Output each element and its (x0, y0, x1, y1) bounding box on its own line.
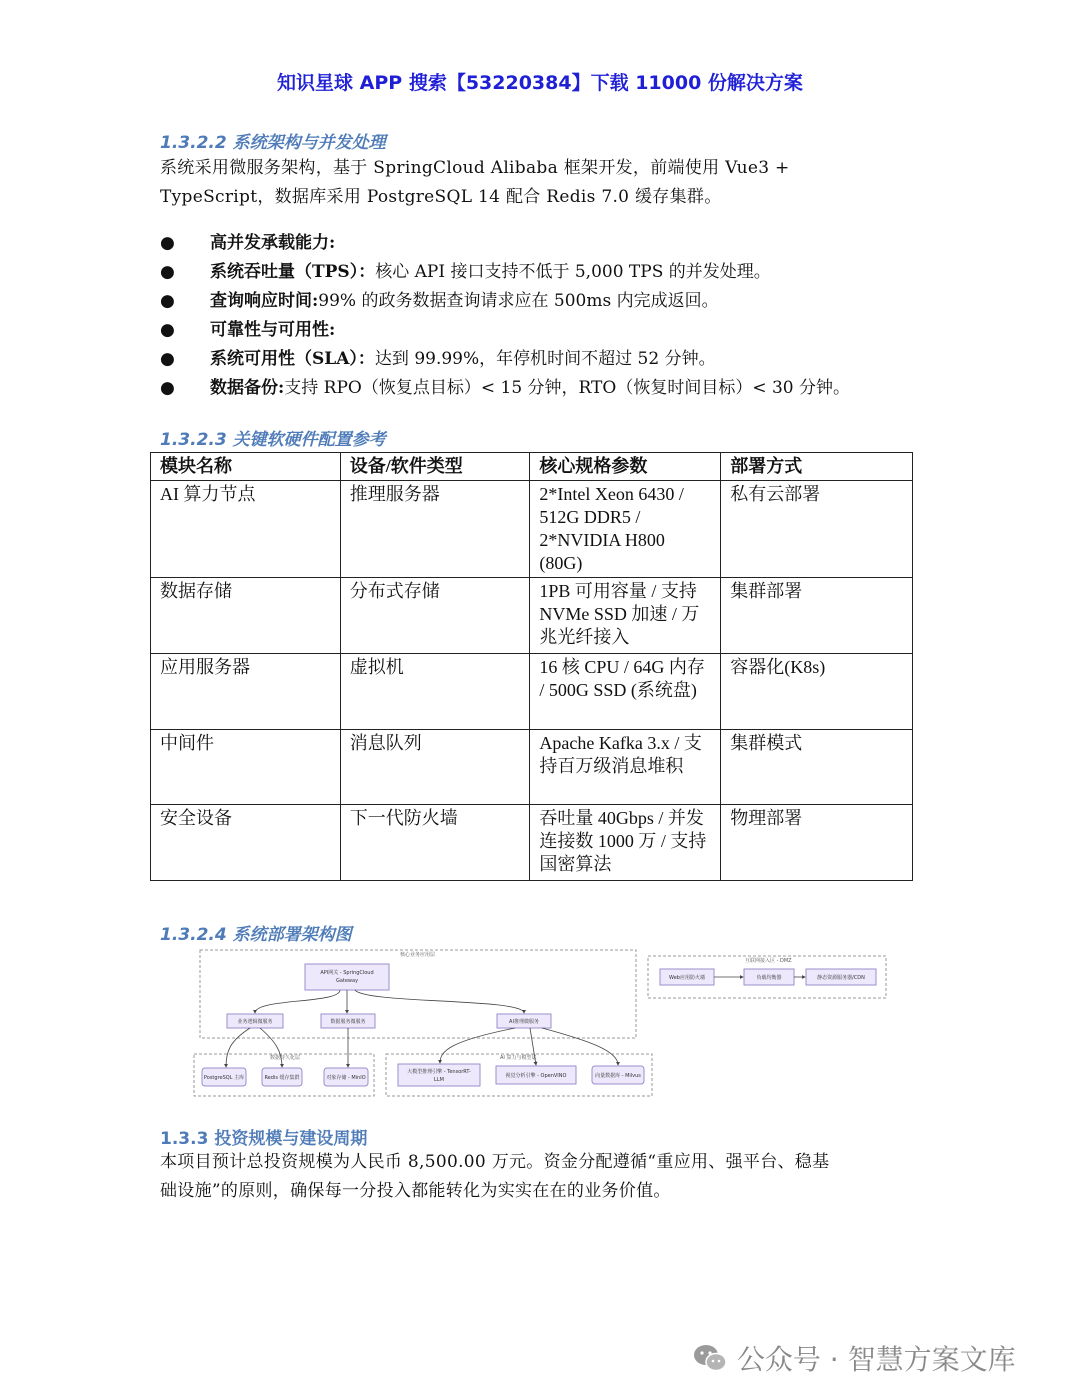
table-cell: 吞吐量 40Gbps / 并发连接数 1000 万 / 支持国密算法 (530, 805, 721, 881)
section-heading-architecture: 1.3.2.2 系统架构与并发处理 (160, 133, 386, 153)
table-cell: AI 算力节点 (151, 481, 341, 578)
table-cell: 物理部署 (721, 805, 913, 881)
ai-label: 向量数据库 - Milvus (595, 1073, 641, 1079)
table-row (151, 805, 913, 881)
bullet-bold: 系统可用性（SLA）： (210, 349, 375, 369)
ai-label-line2: LLM (434, 1077, 444, 1083)
architecture-paragraph-line1: 系统采用微服务架构，基于 SpringCloud Alibaba 框架开发，前端使用 Vue3 + (160, 158, 790, 178)
section-heading-config: 1.3.2.3 关键软硬件配置参考 (160, 430, 386, 450)
bullet-text: 支持 RPO（恢复点目标）< 15 分钟，RTO（恢复时间目标）< 30 分钟。 (284, 378, 851, 398)
table-row (151, 578, 913, 654)
table-cell: Apache Kafka 3.x / 支持百万级消息堆积 (530, 730, 721, 805)
connector-arrow (355, 990, 524, 1013)
database-label: Redis 缓存集群 (264, 1075, 300, 1081)
connector-arrow (226, 1028, 250, 1067)
dmz-label: 静态资源服务器/CDN (817, 975, 865, 981)
table-cell: 集群部署 (721, 578, 913, 654)
table-cell: 数据存储 (151, 578, 341, 654)
table-cell: 推理服务器 (340, 481, 530, 578)
bullet-text: 达到 99.99%，年停机时间不超过 52 分钟。 (374, 349, 716, 369)
bullet-bold: 数据备份: (210, 378, 285, 398)
bullet-icon: ● (160, 291, 175, 311)
table-cell: 私有云部署 (721, 481, 913, 578)
table-cell: 消息队列 (340, 730, 530, 805)
table-header-row (151, 453, 913, 481)
dmz-group-label: 互联网接入区 - DMZ (745, 958, 792, 964)
database-label: PostgreSQL 主库 (203, 1075, 245, 1081)
table-row (151, 730, 913, 805)
service-label: 业务逻辑微服务 (237, 1019, 273, 1025)
table-cell: 中间件 (151, 730, 341, 805)
connector-arrow (542, 1028, 618, 1065)
wechat-icon (692, 1343, 728, 1373)
gateway-label-line1: API网关 - SpringCloud (320, 970, 374, 976)
bullet-bold: 系统吞吐量（TPS）： (210, 262, 376, 282)
wechat-watermark (692, 1338, 1016, 1378)
section-heading-deployment: 1.3.2.4 系统部署架构图 (160, 925, 352, 945)
download-banner: 知识星球 APP 搜索【53220384】下载 11000 份解决方案 (277, 72, 803, 94)
dmz-label: Web应用防火墙 (669, 975, 705, 981)
table-cell: 下一代防火墙 (340, 805, 530, 881)
table-cell: 集群模式 (721, 730, 913, 805)
bullet-icon: ● (160, 233, 175, 253)
database-label: 对象存储 - MinIO (326, 1075, 366, 1081)
table-row (151, 481, 913, 578)
bullet-icon: ● (160, 262, 175, 282)
ai-label: 视觉分析引擎 - OpenVINO (505, 1073, 567, 1079)
architecture-paragraph-line2: TypeScript，数据库采用 PostgreSQL 14 配合 Redis 7.0 缓存集群。 (160, 187, 722, 207)
table-row (151, 654, 913, 730)
bullet-bold: 高并发承载能力: (210, 233, 336, 253)
bullet-text: 核心 API 接口支持不低于 5,000 TPS 的并发处理。 (375, 262, 771, 282)
gateway-label-line2: Gateway (335, 978, 359, 984)
table-cell: 1PB 可用容量 / 支持 NVMe SSD 加速 / 万兆光纤接入 (530, 578, 721, 654)
investment-paragraph-line1: 本项目预计总投资规模为人民币 8,500.00 万元。资金分配遵循“重应用、强平台、稳基 (160, 1152, 830, 1172)
deployment-diagram (190, 946, 890, 1101)
investment-paragraph-line2: 础设施”的原则，确保每一分投入都能转化为实实在在的业务价值。 (160, 1181, 671, 1201)
bullet-text: 99% 的政务数据查询请求应在 500ms 内完成返回。 (318, 291, 719, 311)
table-cell: 2*Intel Xeon 6430 / 512G DDR5 / 2*NVIDIA H800 (80G) (530, 481, 721, 578)
core-group-label: 核心业务应用层 (400, 952, 436, 958)
bullet-icon: ● (160, 349, 175, 369)
watermark-text: 公众号 · 智慧方案文库 (736, 1343, 1016, 1376)
table-header-cell: 模块名称 (151, 453, 341, 481)
table-cell: 安全设备 (151, 805, 341, 881)
gateway-node (305, 964, 389, 990)
connector-arrow (260, 1028, 282, 1067)
table-cell: 分布式存储 (340, 578, 530, 654)
data-group-label: 数据持久化层 (270, 1055, 301, 1061)
config-table (150, 452, 913, 881)
bullet-icon: ● (160, 378, 175, 398)
ai-group-label: AI 算力与模型层 (500, 1055, 537, 1061)
table-cell: 应用服务器 (151, 654, 341, 730)
connector-arrow (255, 990, 340, 1013)
section-heading-investment: 1.3.3 投资规模与建设周期 (160, 1129, 368, 1149)
table-cell: 容器化(K8s) (721, 654, 913, 730)
service-label: 数据服务微服务 (330, 1019, 366, 1025)
dmz-label: 负载均衡器 (756, 975, 782, 981)
bullet-icon: ● (160, 320, 175, 340)
table-header-cell: 设备/软件类型 (340, 453, 530, 481)
ai-label-line1: 大模型推理引擎 - TensorRT- (407, 1069, 471, 1075)
table-cell: 虚拟机 (340, 654, 530, 730)
bullet-bold: 查询响应时间: (210, 291, 319, 311)
table-cell: 16 核 CPU / 64G 内存 / 500G SSD (系统盘) (530, 654, 721, 730)
bullet-bold: 可靠性与可用性: (210, 320, 336, 340)
table-header-cell: 核心规格参数 (530, 453, 721, 481)
table-header-cell: 部署方式 (721, 453, 913, 481)
service-label: AI推理微服务 (509, 1019, 539, 1025)
